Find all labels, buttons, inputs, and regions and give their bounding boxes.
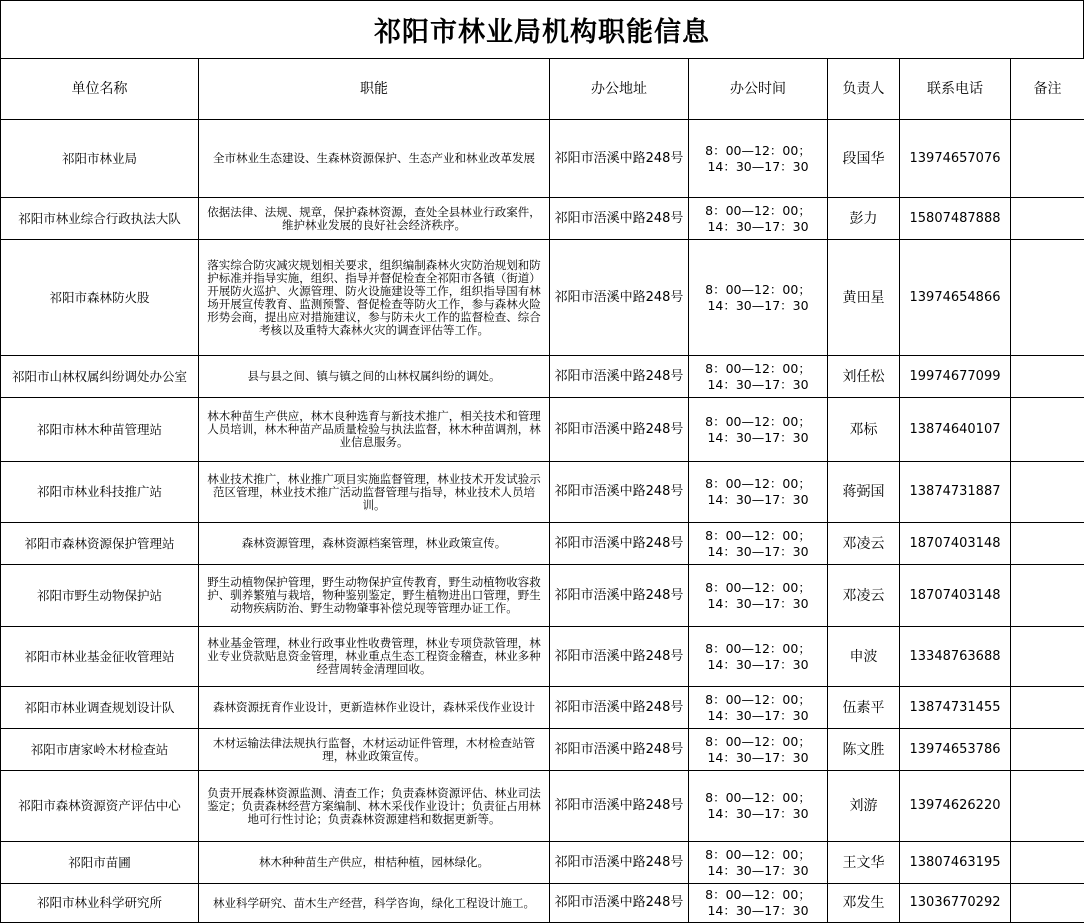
hours-cell — [689, 120, 828, 198]
table-row — [1, 771, 1084, 842]
note-cell — [1011, 120, 1084, 198]
phone-cell: 19974677099 — [900, 356, 1011, 398]
person-cell: 邓凌云 — [828, 523, 900, 565]
table-row — [1, 198, 1084, 240]
hours-cell — [689, 565, 828, 627]
person-cell: 申波 — [828, 627, 900, 687]
hours-cell — [689, 198, 828, 240]
header-row — [1, 59, 1084, 120]
duty-cell: 负责开展森林资源监测、清查工作；负责森林资源评估、林业司法鉴定；负责森林经营方案编制、林木采伐作业设计；负责征占用林地可行性讨论；负责森林资源建档和数据更新等。 — [199, 771, 550, 842]
address-cell: 祁阳市浯溪中路248号 — [550, 356, 689, 398]
hours-line: 8：00—12：00； — [705, 691, 811, 707]
person-cell: 刘游 — [828, 771, 900, 842]
note-cell — [1011, 198, 1084, 240]
phone-cell: 13348763688 — [900, 627, 1011, 687]
phone-cell: 13874640107 — [900, 398, 1011, 462]
hours-line: 14：30—17：30 — [707, 806, 809, 821]
address-cell: 祁阳市浯溪中路248号 — [550, 120, 689, 198]
unit-cell: 祁阳市山林权属纠纷调处办公室 — [1, 356, 199, 398]
hours-line: 14：30—17：30 — [707, 297, 809, 313]
hours-cell — [689, 771, 828, 842]
column-header-person: 负责人 — [828, 59, 900, 120]
table-row — [1, 687, 1084, 729]
person-cell: 段国华 — [828, 120, 900, 198]
duty-cell: 依据法律、法规、规章，保护森林资源，查处全县林业行政案件，维护林业发展的良好社会经济秩序。 — [199, 198, 550, 240]
person-cell: 邓标 — [828, 398, 900, 462]
hours-line: 8：00—12：00； — [705, 640, 811, 656]
phone-cell: 18707403148 — [900, 565, 1011, 627]
hours-cell — [689, 729, 828, 771]
table-row — [1, 884, 1084, 923]
hours-line: 14：30—17：30 — [707, 656, 809, 672]
hours-line: 14：30—17：30 — [707, 543, 809, 559]
duty-cell: 野生动植物保护管理，野生动物保护宣传教育，野生动植物收容救护、驯养繁殖与栽培，物种鉴别鉴定，野生植物进出口管理，野生动物疾病防治、野生动物肇事补偿兑现等管理办证工作。 — [199, 565, 550, 627]
unit-cell: 祁阳市林木种苗管理站 — [1, 398, 199, 462]
person-cell: 彭力 — [828, 198, 900, 240]
phone-cell: 15807487888 — [900, 198, 1011, 240]
address-cell: 祁阳市浯溪中路248号 — [550, 884, 689, 923]
address-cell: 祁阳市浯溪中路248号 — [550, 771, 689, 842]
hours-line: 14：30—17：30 — [707, 429, 809, 445]
table-row — [1, 523, 1084, 565]
note-cell — [1011, 523, 1084, 565]
address-cell: 祁阳市浯溪中路248号 — [550, 729, 689, 771]
hours-cell — [689, 356, 828, 398]
hours-line: 8：00—12：00； — [705, 202, 811, 218]
person-cell: 蒋弼国 — [828, 462, 900, 523]
table-row — [1, 240, 1084, 356]
hours-line: 8：00—12：00； — [705, 281, 811, 297]
duty-cell: 林木种苗生产供应，林木良种选育与新技术推广，相关技术和管理人员培训，林木种苗产品质量检验与执法监督，林木种苗调剂，林业信息服务。 — [199, 398, 550, 462]
person-cell: 黄田星 — [828, 240, 900, 356]
phone-cell: 13974626220 — [900, 771, 1011, 842]
unit-cell: 祁阳市唐家岭木材检查站 — [1, 729, 199, 771]
hours-cell — [689, 523, 828, 565]
hours-line: 14：30—17：30 — [707, 218, 809, 234]
address-cell: 祁阳市浯溪中路248号 — [550, 523, 689, 565]
duty-cell: 林业技术推广，林业推广项目实施监督管理，林业技术开发试验示范区管理，林业技术推广活动监督管理与指导，林业技术人员培训。 — [199, 462, 550, 523]
hours-line: 8：00—12：00； — [705, 360, 811, 376]
hours-line: 8：00—12：00； — [705, 887, 811, 902]
note-cell — [1011, 687, 1084, 729]
duty-cell: 县与县之间、镇与镇之间的山林权属纠纷的调处。 — [199, 356, 550, 398]
table-row — [1, 120, 1084, 198]
address-cell: 祁阳市浯溪中路248号 — [550, 627, 689, 687]
duty-cell: 全市林业生态建设、生森林资源保护、生态产业和林业改革发展 — [199, 120, 550, 198]
duty-cell: 林木种种苗生产供应，柑桔种植，园林绿化。 — [199, 842, 550, 884]
unit-cell: 祁阳市林业基金征收管理站 — [1, 627, 199, 687]
note-cell — [1011, 398, 1084, 462]
duty-cell: 林业科学研究、苗木生产经营，科学咨询，绿化工程设计施工。 — [199, 884, 550, 923]
hours-line: 8：00—12：00； — [705, 579, 811, 595]
page-title: 祁阳市林业局机构职能信息 — [0, 0, 1084, 58]
address-cell: 祁阳市浯溪中路248号 — [550, 198, 689, 240]
address-cell: 祁阳市浯溪中路248号 — [550, 398, 689, 462]
unit-cell: 祁阳市林业科学研究所 — [1, 884, 199, 923]
person-cell: 邓发生 — [828, 884, 900, 923]
hours-line: 14：30—17：30 — [707, 749, 809, 765]
phone-cell: 13974654866 — [900, 240, 1011, 356]
hours-line: 14：30—17：30 — [707, 707, 809, 723]
note-cell — [1011, 565, 1084, 627]
table-row — [1, 398, 1084, 462]
duty-cell: 落实综合防灾减灾规划相关要求，组织编制森林火灾防治规划和防护标准并指导实施，组织、指导并督促检查全祁阳市各镇（街道）开展防火巡护、火源管理、防火设施建设等工作，组织指导国有林场开展宣传教育、监测预警、督促检查等防火工作，参与森林火险形势会商，提出应对措施建议，参与防未火工作的监督检查、综合考核以及重特大森林火灾的调查评估等工作。 — [199, 240, 550, 356]
hours-line: 14：30—17：30 — [707, 595, 809, 611]
unit-cell: 祁阳市林业综合行政执法大队 — [1, 198, 199, 240]
phone-cell: 13036770292 — [900, 884, 1011, 923]
hours-cell — [689, 884, 828, 923]
person-cell: 邓凌云 — [828, 565, 900, 627]
person-cell: 陈文胜 — [828, 729, 900, 771]
phone-cell: 13974657076 — [900, 120, 1011, 198]
column-header-hours: 办公时间 — [689, 59, 828, 120]
address-cell: 祁阳市浯溪中路248号 — [550, 687, 689, 729]
note-cell — [1011, 240, 1084, 356]
person-cell: 刘任松 — [828, 356, 900, 398]
phone-cell: 13974653786 — [900, 729, 1011, 771]
phone-cell: 13874731887 — [900, 462, 1011, 523]
hours-cell — [689, 240, 828, 356]
duty-cell: 森林资源管理，森林资源档案管理，林业政策宣传。 — [199, 523, 550, 565]
table-row — [1, 356, 1084, 398]
unit-cell: 祁阳市森林资源保护管理站 — [1, 523, 199, 565]
unit-cell: 祁阳市林业调查规划设计队 — [1, 687, 199, 729]
person-cell: 伍素平 — [828, 687, 900, 729]
unit-cell: 祁阳市苗圃 — [1, 842, 199, 884]
hours-cell — [689, 398, 828, 462]
hours-line: 8：00—12：00； — [705, 846, 811, 862]
hours-cell — [689, 842, 828, 884]
phone-cell: 13874731455 — [900, 687, 1011, 729]
unit-cell: 祁阳市森林资源资产评估中心 — [1, 771, 199, 842]
note-cell — [1011, 884, 1084, 923]
note-cell — [1011, 627, 1084, 687]
note-cell — [1011, 462, 1084, 523]
hours-line: 8：00—12：00； — [705, 476, 811, 491]
column-header-note: 备注 — [1011, 59, 1084, 120]
hours-line: 8：00—12：00； — [705, 733, 811, 749]
duty-cell: 林业基金管理，林业行政事业性收费管理，林业专项贷款管理，林业专业贷款贴息资金管理，林业重点生态工程资金稽查，林业多种经营周转金清理回收。 — [199, 627, 550, 687]
hours-line: 14：30—17：30 — [707, 158, 809, 174]
unit-cell: 祁阳市野生动物保护站 — [1, 565, 199, 627]
table-row — [1, 842, 1084, 884]
column-header-phone: 联系电话 — [900, 59, 1011, 120]
phone-cell: 18707403148 — [900, 523, 1011, 565]
hours-cell — [689, 687, 828, 729]
column-header-duty: 职能 — [199, 59, 550, 120]
hours-line: 8：00—12：00； — [705, 142, 811, 158]
column-header-address: 办公地址 — [550, 59, 689, 120]
table-row — [1, 462, 1084, 523]
note-cell — [1011, 771, 1084, 842]
address-cell: 祁阳市浯溪中路248号 — [550, 240, 689, 356]
info-table — [0, 58, 1084, 923]
person-cell: 王文华 — [828, 842, 900, 884]
hours-line: 14：30—17：30 — [707, 492, 809, 507]
address-cell: 祁阳市浯溪中路248号 — [550, 565, 689, 627]
table-row — [1, 729, 1084, 771]
table-row — [1, 565, 1084, 627]
address-cell: 祁阳市浯溪中路248号 — [550, 462, 689, 523]
hours-line: 14：30—17：30 — [707, 903, 809, 918]
hours-line: 8：00—12：00； — [705, 527, 811, 543]
note-cell — [1011, 729, 1084, 771]
note-cell — [1011, 356, 1084, 398]
hours-line: 14：30—17：30 — [707, 376, 809, 392]
unit-cell: 祁阳市林业科技推广站 — [1, 462, 199, 523]
unit-cell: 祁阳市林业局 — [1, 120, 199, 198]
note-cell — [1011, 842, 1084, 884]
unit-cell: 祁阳市森林防火股 — [1, 240, 199, 356]
address-cell: 祁阳市浯溪中路248号 — [550, 842, 689, 884]
column-header-unit: 单位名称 — [1, 59, 199, 120]
duty-cell: 木材运输法律法规执行监督，木材运动证件管理，木材检查站管理，林业政策宣传。 — [199, 729, 550, 771]
duty-cell: 森林资源抚育作业设计，更新造林作业设计，森林采伐作业设计 — [199, 687, 550, 729]
hours-line: 8：00—12：00； — [705, 790, 811, 805]
hours-line: 14：30—17：30 — [707, 862, 809, 878]
hours-cell — [689, 627, 828, 687]
phone-cell: 13807463195 — [900, 842, 1011, 884]
hours-line: 8：00—12：00； — [705, 413, 811, 429]
hours-cell — [689, 462, 828, 523]
table-row — [1, 627, 1084, 687]
